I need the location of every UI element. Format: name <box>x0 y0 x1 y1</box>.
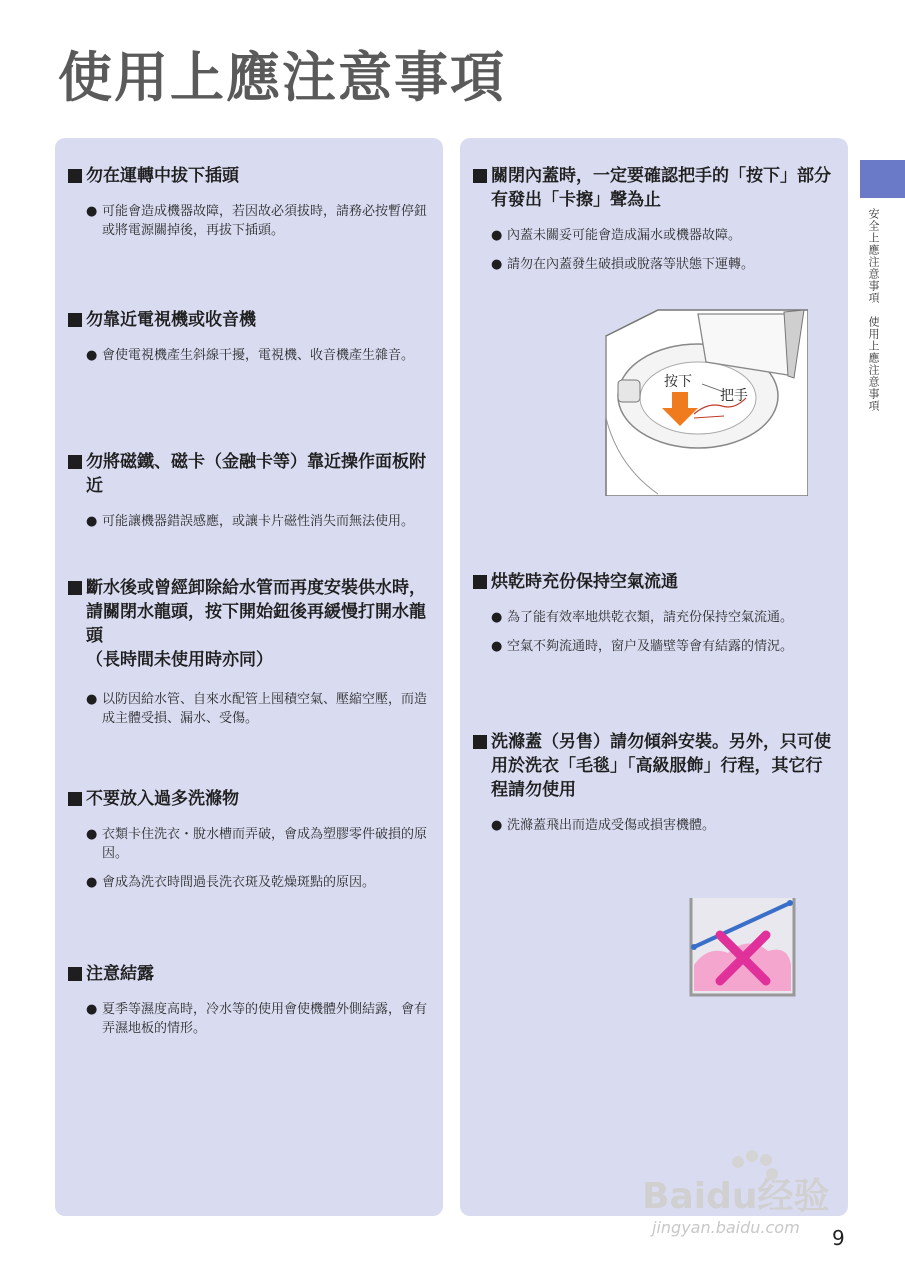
press-label: 按下 <box>664 374 692 390</box>
section-magnet <box>68 450 433 531</box>
left-panel <box>55 138 443 1216</box>
right-panel <box>460 138 848 1216</box>
heading-sub: （長時間未使用時亦同） <box>86 650 273 670</box>
section-wash-cover <box>473 730 838 835</box>
section-heading: 注意結露 <box>68 962 433 986</box>
washer-lid-illustration <box>598 306 808 496</box>
section-heading: 烘乾時充份保持空氣流通 <box>473 570 838 594</box>
page-title: 使用上應注意事項 <box>58 46 506 109</box>
side-tab-label: 安全上應注意事項 使用上應注意事項 <box>867 208 880 412</box>
baidu-watermark <box>642 1150 852 1220</box>
section-heading: 勿將磁鐵、磁卡（金融卡等）靠近操作面板附近 <box>68 450 433 498</box>
watermark-url: jingyan.baidu.com <box>652 1218 800 1237</box>
section-heading: 關閉內蓋時，一定要確認把手的「按下」部分有發出「卡擦」聲為止 <box>473 164 838 212</box>
bullet-item: ● 可能讓機器錯誤感應，或讓卡片磁性消失而無法使用。 <box>68 512 433 531</box>
section-drying-air <box>473 570 838 656</box>
section-heading: 勿靠近電視機或收音機 <box>68 308 433 332</box>
section-heading: 洗滌蓋（另售）請勿傾斜安裝。另外，只可使用於洗衣「毛毯」「高級服飾」行程，其它行程請勿使用 <box>473 730 838 802</box>
bullet-item: ● 洗滌蓋飛出而造成受傷或損害機體。 <box>473 816 838 835</box>
bullet-item: ● 內蓋未關妥可能會造成漏水或機器故障。 <box>473 226 838 245</box>
section-heading <box>68 576 433 672</box>
bullet-item: ● 以防因給水管、自來水配管上囤積空氣、壓縮空壓，而造成主體受損、漏水、受傷。 <box>68 690 433 728</box>
bullet-item: ● 會成為洗衣時間過長洗衣斑及乾燥斑點的原因。 <box>68 873 433 892</box>
section-inner-lid <box>473 164 838 274</box>
page-number: 9 <box>832 1226 845 1250</box>
bullet-item: ● 會使電視機產生斜線干擾，電視機、收音機產生雜音。 <box>68 346 433 365</box>
watermark-logo: Baidu经验 <box>642 1176 830 1217</box>
section-overload <box>68 787 433 892</box>
bullet-item: ● 夏季等濕度高時，冷水等的使用會使機體外側結露，會有弄濕地板的情形。 <box>68 1000 433 1038</box>
section-heading: 不要放入過多洗滌物 <box>68 787 433 811</box>
section-tab-marker <box>860 160 905 198</box>
section-heading: 勿在運轉中拔下插頭 <box>68 164 433 188</box>
section-condensation <box>68 962 433 1038</box>
bullet-item: ● 衣類卡住洗衣・脫水槽而弄破，會成為塑膠零件破損的原因。 <box>68 825 433 863</box>
tilted-cover-prohibited-illustration <box>688 895 798 1000</box>
heading-main: 斷水後或曾經卸除給水管而再度安裝供水時，請關閉水龍頭，按下開始鈕後再緩慢打開水龍頭 <box>86 578 426 646</box>
bullet-item: ● 空氣不夠流通時，窗户及牆壁等會有結露的情況。 <box>473 637 838 656</box>
section-tv-radio <box>68 308 433 365</box>
section-unplug <box>68 164 433 240</box>
section-water-supply <box>68 576 433 728</box>
bullet-item: ● 為了能有效率地烘乾衣類，請充份保持空氣流通。 <box>473 608 838 627</box>
bullet-item: ● 可能會造成機器故障，若因故必須拔時，請務必按暫停鈕或將電源關掉後，再拔下插頭。 <box>68 202 433 240</box>
bullet-item: ● 請勿在內蓋發生破損或脫落等狀態下運轉。 <box>473 255 838 274</box>
handle-label: 把手 <box>720 388 748 404</box>
